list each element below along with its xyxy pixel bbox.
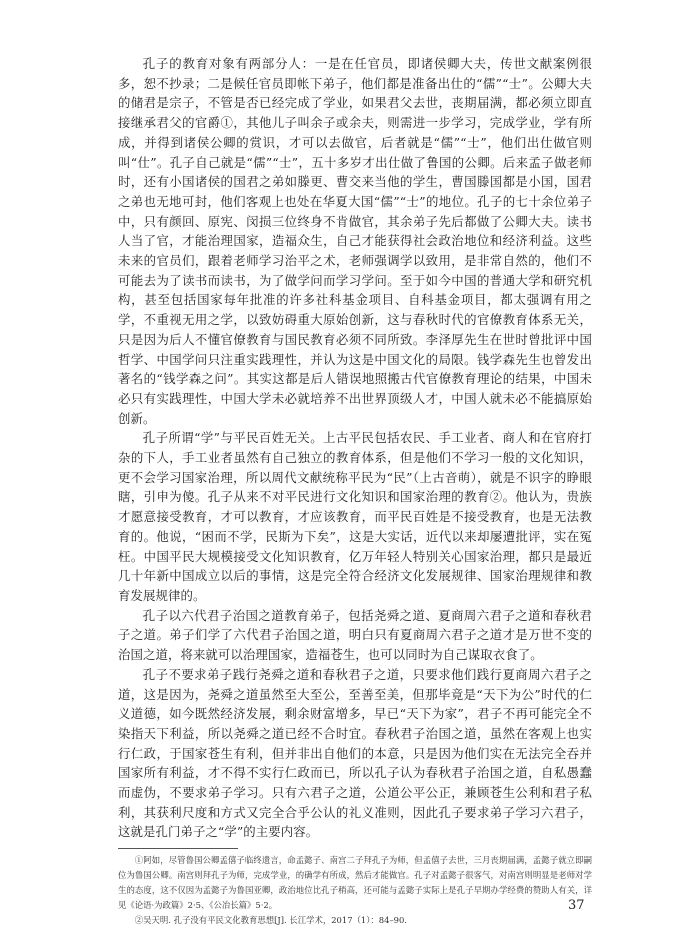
main-text (118, 54, 592, 842)
footnotes (118, 853, 592, 928)
paragraph-4: 孔子不要求弟子践行尧舜之道和春秋君子之道，只要求他们践行夏商周六君子之道，这是因为，尧舜之道虽然至大至公，至善至美，但那毕竟是“天下为公”时代的仁义道德，如今既然经济发展，剩余财富增多，早已“天下为家”，君子不再可能完全不染指天下利益，所以尧舜之道已经不合时宜。春秋君子治国之道，虽然在客观上也实行仁政，于国家苍生有利，但并非出自他们的本意，只是因为他们实在无法完全吞并国家所有利益，才不得不实行仁政而已，所以孔子认为春秋君子治国之道，自私愚蠢而虚伪，不要求弟子学习。只有六君子之道，公道公平公正，兼顾苍生公利和君子私利，其获利尺度和方式又完全合乎公认的礼义准则，因此孔子要求弟子学习六君子，这就是孔门弟子之“学”的主要内容。 (118, 666, 592, 840)
footnote-divider (118, 848, 238, 849)
paragraph-1: 孔子的教育对象有两部分人：一是在任官员，即诸侯卿大夫，传世文献案例很多，恕不抄录；二是候任官员即帐下弟子，他们都是准备出仕的“儒”“士”。公卿大夫的储君是宗子，不管是否已经完成了学业，如果君父去世，丧期届满，都必须立即直接继承君父的官爵①，其他儿子叫余子或余夫，则需进一步学习，完成学业，学有所成，并得到诸侯公卿的赏识，才可以去做官，后者就是“儒”“士”，他们出仕做官则叫“仕”。孔子自己就是“儒”“士”，五十多岁才出仕做了鲁国的公卿。后来孟子做老师时，还有小国诸侯的国君之弟如滕更、曹交来当他的学生，曹国滕国都是小国，国君之弟也无地可封，他们客观上也处在华夏大国“儒”“士”的地位。孔子的七十余位弟子中，只有颜回、原宪、闵损三位终身不肯做官，其余弟子先后都做了公卿大夫。读书人当了官，才能治理国家，造福众生，自己才能获得社会政治地位和经济利益。这些未来的官员们，跟着老师学习治平之术，老师强调学以致用，是非常自然的，他们不可能去为了读书而读书，为了做学问而学习学问。至于如今中国的普通大学和研究机构，甚至包括国家每年批准的许多社科基金项目、自科基金项目，都太强调有用之学，不重视无用之学，以致妨碍重大原始创新，这与春秋时代的官僚教育体系无关，只是因为后人不懂官僚教育与国民教育必须不同所致。李泽厚先生在世时曾批评中国哲学、中国学问只注重实践理性，并认为这是中国文化的局限。钱学森先生也曾发出著名的“钱学森之问”。其实这都是后人错误地照搬古代官僚教育理论的结果，中国未必只有实践理性，中国大学未必就培养不出世界顶级人才，中国人就未必不能搞原始创新。 (118, 56, 592, 426)
footnote-2: ②吴天明. 孔子没有平民文化教育思想[J]. 长江学术，2017（1）：84–90. (134, 915, 407, 926)
paragraph-3: 孔子以六代君子治国之道教育弟子，包括尧舜之道、夏商周六君子之道和春秋君子之道。弟子们学了六代君子治国之道，明白只有夏商周六君子之道才是万世不变的治国之道，将来就可以治理国家，造福苍生，也可以同时为自己谋取衣食了。 (118, 607, 592, 663)
page-number: 37 (568, 898, 585, 913)
page-content (118, 54, 592, 928)
footnote-1: ①阿如，尽管鲁国公卿孟僖子临终遗言，命孟懿子、南宫二子拜孔子为师，但孟僖子去世，三月丧期届满，孟懿子就立即嗣位为鲁国公卿。南宫则拜孔子为师，完成学业，的确学有所成，然后才能做官。孔子对孟懿子很客气，对南宫则明显是老师对学生的态度，这不仅因为孟懿子为鲁国亚卿，政治地位比孔子稍高，还可能与孟懿子实际上是孔子早期办学经费的赞助人有关，详见《论语·为政篇》2·5、《公冶长篇》5·2。 (118, 855, 592, 911)
paragraph-2: 孔子所谓“学”与平民百姓无关。上古平民包括农民、手工业者、商人和在官府打杂的下人，手工业者虽然有自己独立的教育体系，但是他们不学习一般的文化知识，更不会学习国家治理，所以周代文献统称平民为“民”（上古音萌），就是不识字的睁眼瞎，引申为傻。孔子从来不对平民进行文化知识和国家治理的教育②。他认为，贵族才愿意接受教育，才可以教育，才应该教育，而平民百姓是不接受教育，也是无法教育的。他说，“困而不学，民斯为下矣”，这是大实话，近代以来却屡遭批评，实在冤枉。中国平民大规模接受文化知识教育，亿万年轻人特别关心国家治理，都只是最近几十年新中国成立以后的事情，这是完全符合经济文化发展规律、国家治理规律和教育发展规律的。 (118, 430, 592, 603)
